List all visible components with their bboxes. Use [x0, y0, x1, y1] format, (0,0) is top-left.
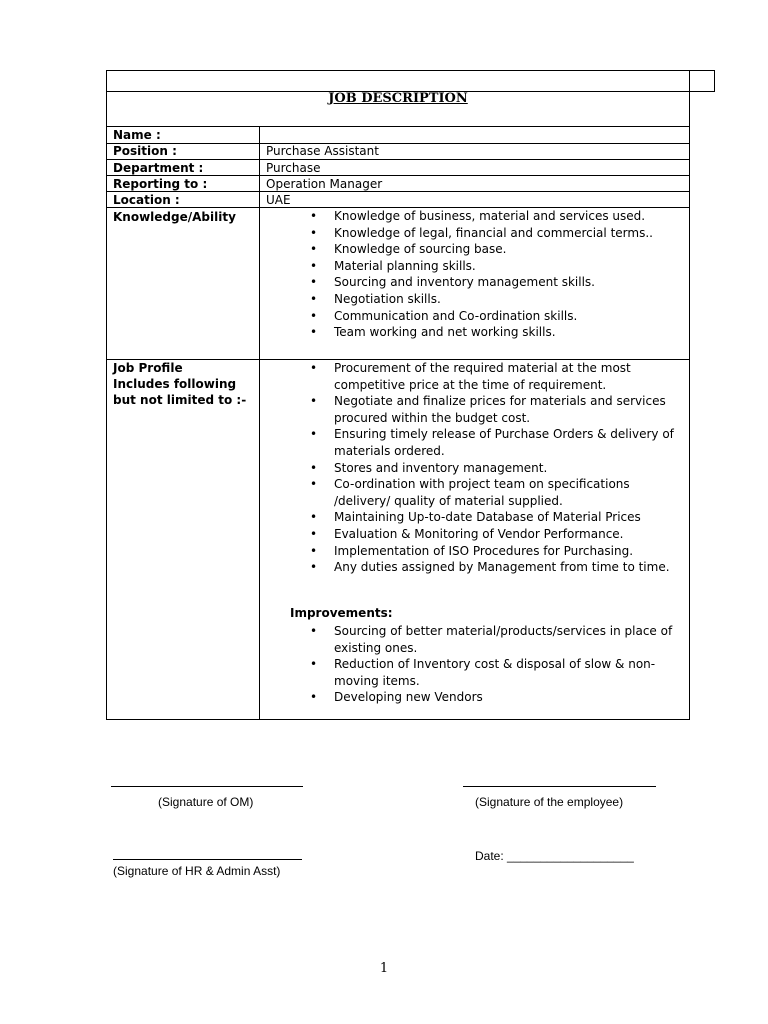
hr-signature-label: (Signature of HR & Admin Asst): [113, 864, 281, 878]
list-item: • Knowledge of business, material and services used.: [334, 208, 684, 225]
location-value: UAE: [266, 193, 291, 207]
list-item: • Developing new Vendors: [334, 689, 684, 706]
list-item: • Material planning skills.: [334, 258, 684, 275]
table-border: [689, 70, 690, 92]
position-value: Purchase Assistant: [266, 144, 379, 158]
table-border: [106, 70, 107, 720]
job-profile-label: Job Profile: [113, 361, 183, 375]
table-border: [106, 719, 690, 720]
list-item: • Negotiate and finalize prices for materials and services procured within the budget cost.: [334, 393, 684, 426]
document-title: JOB DESCRIPTION: [328, 91, 468, 106]
om-signature-line: [111, 786, 303, 787]
department-value: Purchase: [266, 161, 321, 175]
table-border: [106, 143, 690, 144]
job-profile-list: [334, 360, 684, 576]
list-item: • Stores and inventory management.: [334, 460, 684, 477]
employee-signature-line: [463, 786, 656, 787]
reporting-to-label: Reporting to :: [113, 177, 208, 191]
improvements-heading: Improvements:: [290, 606, 393, 620]
list-item: • Procurement of the required material at the most competitive price at the time of requirement.: [334, 360, 684, 393]
page-number: 1: [379, 961, 389, 976]
table-border: [259, 126, 260, 720]
department-label: Department :: [113, 161, 204, 175]
list-item: • Communication and Co-ordination skills.: [334, 308, 684, 325]
position-label: Position :: [113, 144, 177, 158]
list-item: • Knowledge of sourcing base.: [334, 241, 684, 258]
table-border: [714, 70, 715, 92]
knowledge-list: [334, 208, 684, 341]
list-item: • Ensuring timely release of Purchase Orders & delivery of materials ordered.: [334, 426, 684, 459]
date-field: Date: ___________________: [475, 849, 634, 863]
table-border: [106, 126, 690, 127]
reporting-to-value: Operation Manager: [266, 177, 383, 191]
knowledge-label: Knowledge/Ability: [113, 210, 236, 224]
list-item: • Negotiation skills.: [334, 291, 684, 308]
list-item: • Sourcing and inventory management skills.: [334, 274, 684, 291]
list-item: • Sourcing of better material/products/services in place of existing ones.: [334, 623, 684, 656]
job-profile-label-line-3: but not limited to :-: [113, 393, 247, 407]
table-border: [106, 70, 715, 71]
list-item: • Knowledge of legal, financial and commercial terms..: [334, 225, 684, 242]
hr-signature-line: [113, 859, 302, 860]
table-border: [689, 91, 690, 720]
employee-signature-label: (Signature of the employee): [475, 795, 624, 809]
list-item: • Co-ordination with project team on specifications /delivery/ quality of material supplied.: [334, 476, 684, 509]
location-label: Location :: [113, 193, 180, 207]
om-signature-label: (Signature of OM): [158, 795, 254, 809]
list-item: • Team working and net working skills.: [334, 324, 684, 341]
list-item: • Reduction of Inventory cost & disposal of slow & non-moving items.: [334, 656, 684, 689]
name-label: Name :: [113, 128, 161, 142]
improvements-list: [334, 623, 684, 706]
job-profile-label-line-2: Includes following: [113, 377, 237, 391]
list-item: • Maintaining Up-to-date Database of Material Prices: [334, 509, 684, 526]
list-item: • Any duties assigned by Management from time to time.: [334, 559, 684, 576]
list-item: • Evaluation & Monitoring of Vendor Performance.: [334, 526, 684, 543]
list-item: • Implementation of ISO Procedures for Purchasing.: [334, 543, 684, 560]
